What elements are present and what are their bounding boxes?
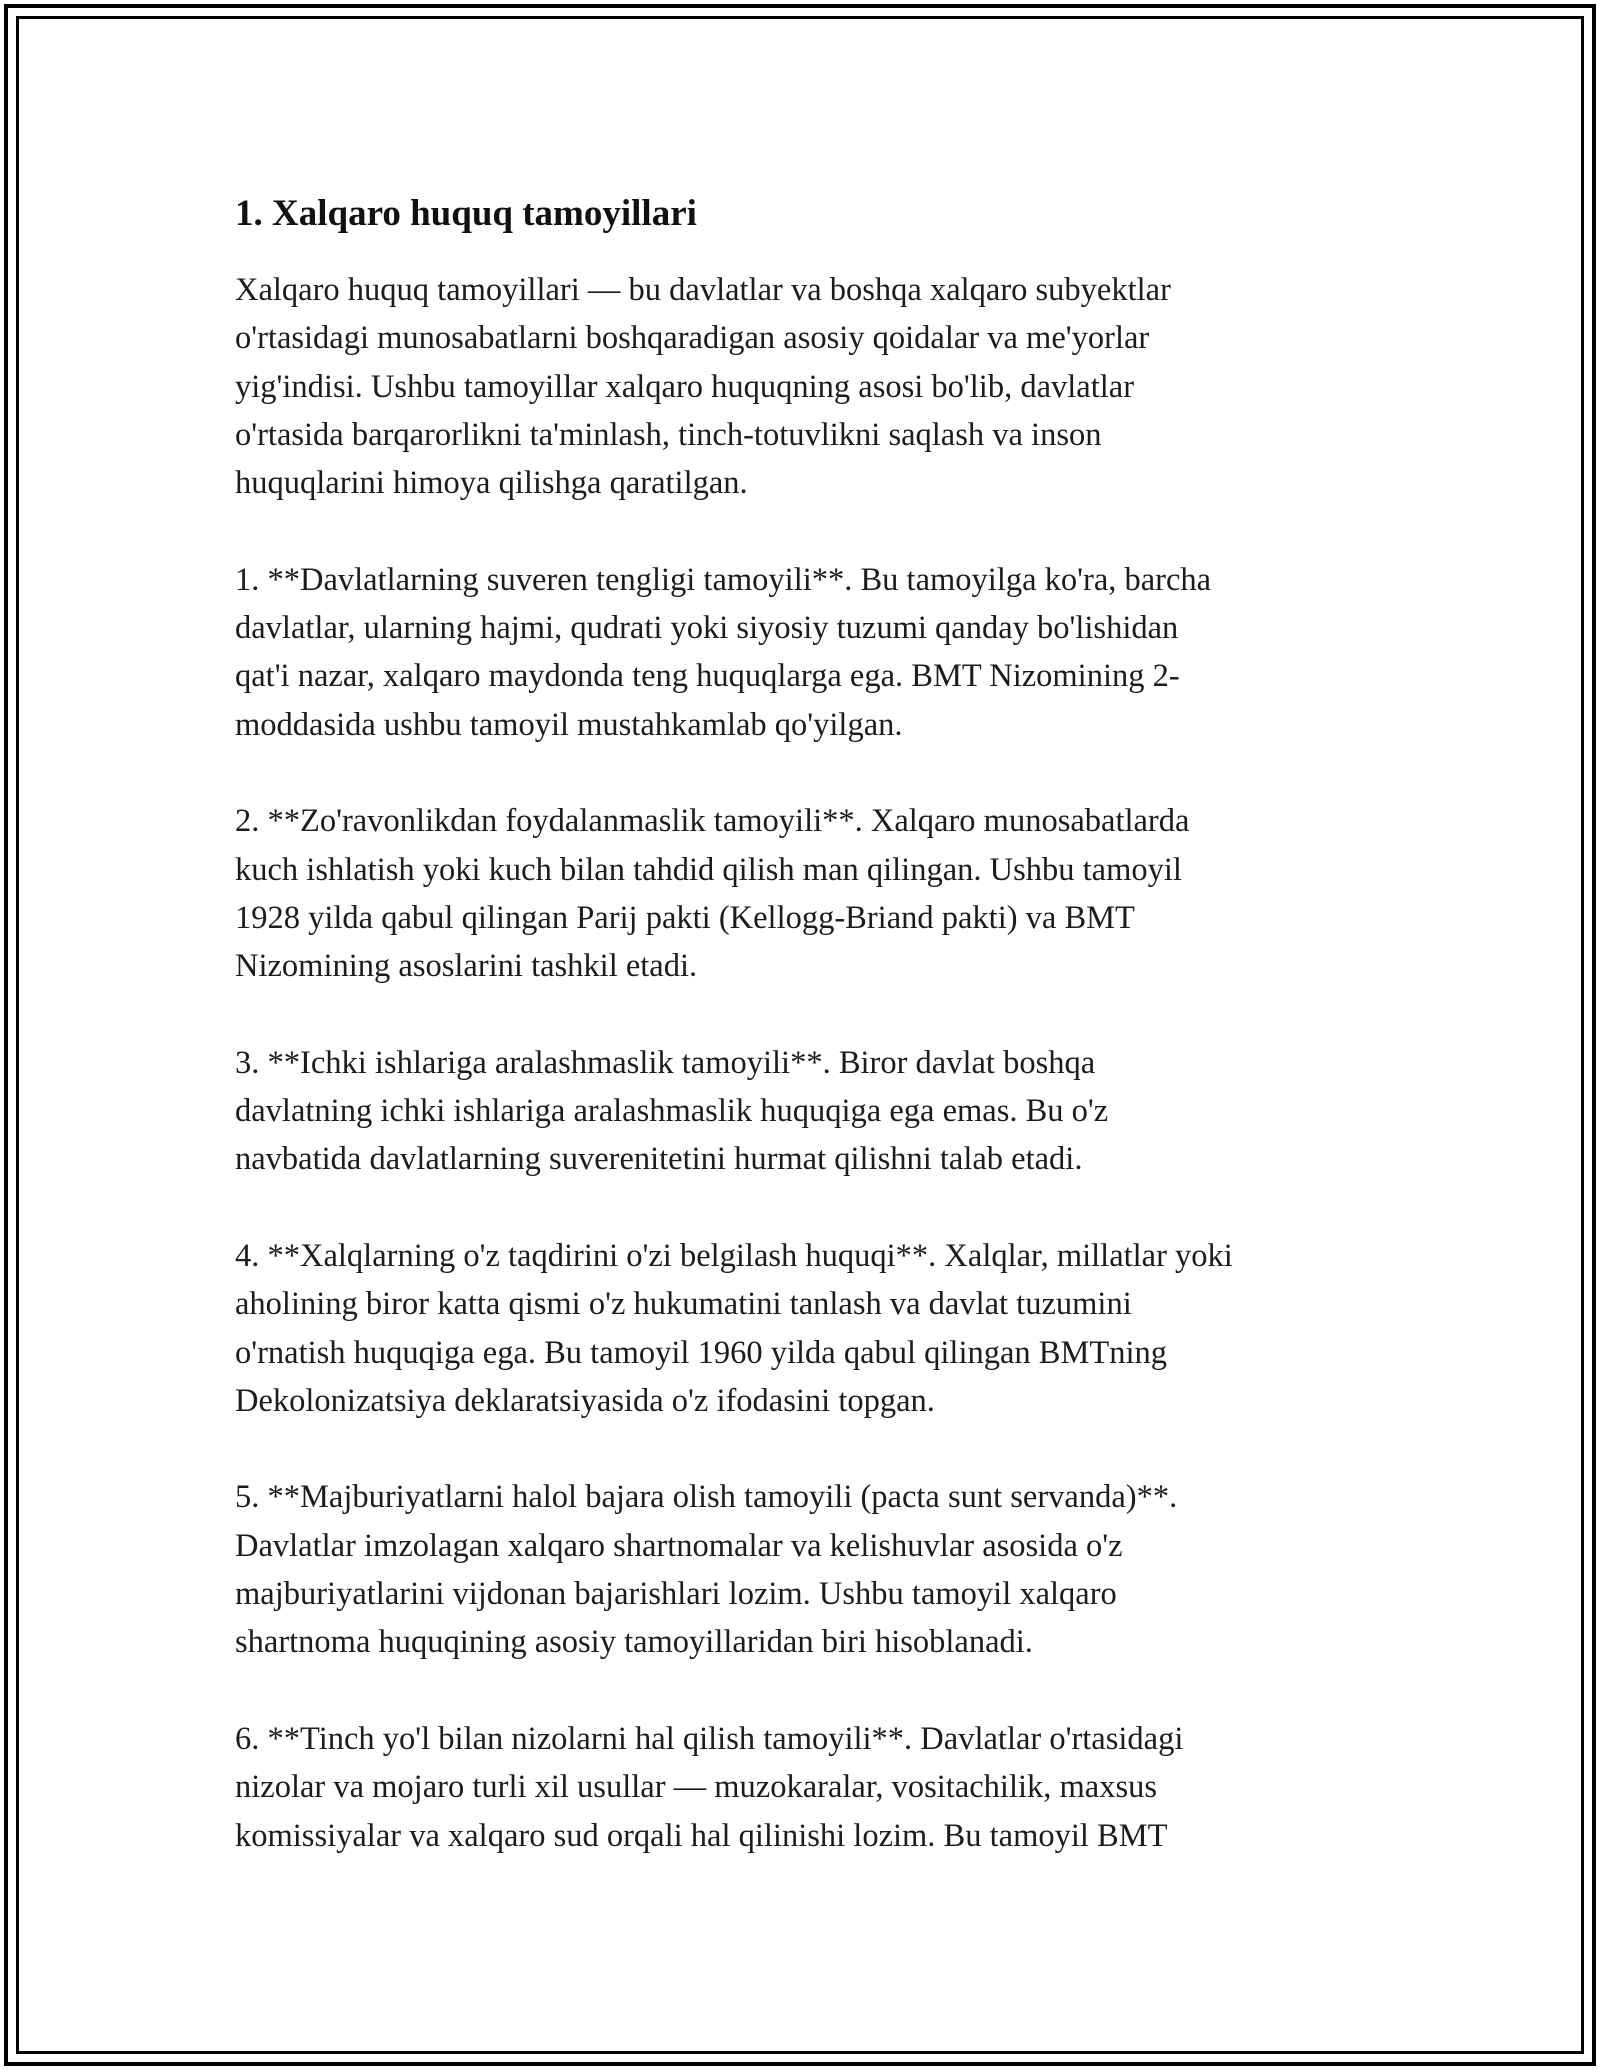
text-line: Davlatlar imzolagan xalqaro shartnomalar va kelishuvlar asosida o'z xyxy=(235,1527,1123,1564)
text-line: 6. **Tinch yo'l bilan nizolarni hal qilish tamoyili**. Davlatlar o'rtasidagi xyxy=(235,1720,1184,1757)
text-line: Xalqaro huquq tamoyillari — bu davlatlar va boshqa xalqaro subyektlar xyxy=(235,272,1171,308)
text-line: o'rtasida barqarorlikni ta'minlash, tinch-totuvlikni saqlash va inson xyxy=(235,416,1102,453)
text-line: 1. **Davlatlarning suveren tengligi tamoyili**. Bu tamoyilga ko'ra, barcha xyxy=(235,561,1212,598)
paragraph-principle-6 xyxy=(235,1715,1365,1860)
text-line: navbatida davlatlarning suverenitetini hurmat qilishni talab etadi. xyxy=(235,1141,1083,1178)
paragraph-intro xyxy=(235,266,1365,507)
text-line: davlatlar, ularning hajmi, qudrati yoki siyosiy tuzumi qanday bo'lishidan xyxy=(235,610,1179,647)
text-line: Dekolonizatsiya deklaratsiyasida o'z ifodasini topgan. xyxy=(235,1382,935,1419)
text-line: 5. **Majburiyatlarni halol bajara olish tamoyili (pacta sunt servanda)**. xyxy=(235,1479,1178,1516)
text-line: Nizomining asoslarini tashkil etadi. xyxy=(235,948,698,985)
text-line: aholining biror katta qismi o'z hukumatini tanlash va davlat tuzumini xyxy=(235,1286,1132,1323)
text-line: nizolar va mojaro turli xil usullar — muzokaralar, vositachilik, maxsus xyxy=(235,1769,1158,1806)
text-line: 1928 yilda qabul qilingan Parij pakti (Kellogg-Briand pakti) va BMT xyxy=(235,899,1135,936)
text-line: davlatning ichki ishlariga aralashmaslik huquqiga ega emas. Bu o'z xyxy=(235,1093,1109,1130)
text-line: 2. **Zo'ravonlikdan foydalanmaslik tamoyili**. Xalqaro munosabatlarda xyxy=(235,803,1190,840)
text-line: moddasida ushbu tamoyil mustahkamlab qo'yilgan. xyxy=(235,706,903,743)
text-line: o'rtasidagi munosabatlarni boshqaradigan asosiy qoidalar va me'yorlar xyxy=(235,320,1150,357)
text-line: majburiyatlarini vijdonan bajarishlari lozim. Ushbu tamoyil xalqaro xyxy=(235,1576,1117,1613)
text-line: huquqlarini himoya qilishga qaratilgan. xyxy=(235,465,748,502)
text-line: komissiyalar va xalqaro sud orqali hal qilinishi lozim. Bu tamoyil BMT xyxy=(235,1817,1168,1854)
text-line: 4. **Xalqlarning o'z taqdirini o'zi belgilash huquqi**. Xalqlar, millatlar yoki xyxy=(235,1237,1233,1274)
document-body xyxy=(235,190,1365,1908)
text-line: yig'indisi. Ushbu tamoyillar xalqaro huquqning asosi bo'lib, davlatlar xyxy=(235,368,1135,405)
paragraph-principle-1 xyxy=(235,556,1365,749)
text-line: o'rnatish huquqiga ega. Bu tamoyil 1960 yilda qabul qilingan BMTning xyxy=(235,1334,1167,1371)
text-line: shartnoma huquqining asosiy tamoyillaridan biri hisoblanadi. xyxy=(235,1624,1033,1661)
text-line: kuch ishlatish yoki kuch bilan tahdid qilish man qilingan. Ushbu tamoyil xyxy=(235,851,1182,888)
text-line: qat'i nazar, xalqaro maydonda teng huquqlarga ega. BMT Nizomining 2- xyxy=(235,658,1180,695)
text-line: 3. **Ichki ishlariga aralashmaslik tamoyili**. Biror davlat boshqa xyxy=(235,1044,1096,1081)
paragraph-principle-4 xyxy=(235,1232,1365,1425)
paragraph-principle-3 xyxy=(235,1039,1365,1184)
paragraph-principle-5 xyxy=(235,1473,1365,1666)
paragraph-principle-2 xyxy=(235,797,1365,990)
document-title: 1. Xalqaro huquq tamoyillari xyxy=(235,193,697,234)
